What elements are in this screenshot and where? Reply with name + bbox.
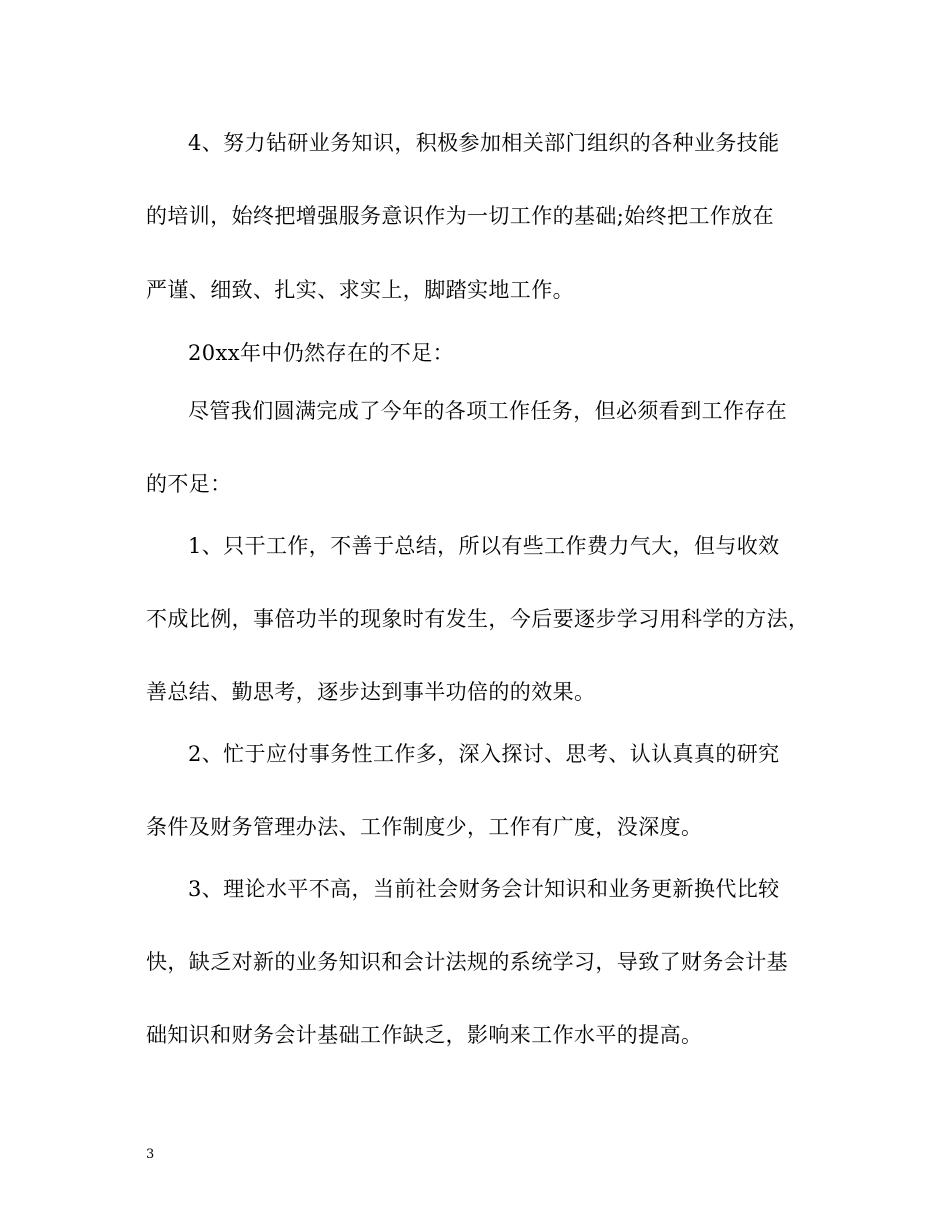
paragraph-line: 2、忙于应付事务性工作多，深入探讨、思考、认认真真的研究 — [188, 742, 780, 766]
page-number: 3 — [146, 1147, 155, 1162]
paragraph-line: 严谨、细致、扎实、求实上，脚踏实地工作。 — [146, 278, 574, 302]
paragraph-line: 快，缺乏对新的业务知识和会计法规的系统学习，导致了财务会计基 — [146, 950, 788, 974]
paragraph-line: 的不足： — [146, 472, 232, 496]
paragraph-line: 条件及财务管理办法、工作制度少，工作有广度，没深度。 — [146, 815, 703, 839]
paragraph-line: 4、努力钻研业务知识，积极参加相关部门组织的各种业务技能 — [188, 131, 780, 155]
paragraph-line: 的培训，始终把增强服务意识作为一切工作的基础;始终把工作放在 — [146, 204, 775, 228]
paragraph-line: 础知识和财务会计基础工作缺乏，影响来工作水平的提高。 — [146, 1023, 703, 1047]
paragraph-line: 1、只干工作，不善于总结，所以有些工作费力气大，但与收效 — [188, 534, 780, 558]
paragraph-line: 3、理论水平不高，当前社会财务会计知识和业务更新换代比较 — [188, 877, 780, 901]
paragraph-line: 善总结、勤思考，逐步达到事半功倍的的效果。 — [146, 680, 596, 704]
section-heading: 20xx年中仍然存在的不足： — [188, 341, 455, 365]
paragraph-line: 尽管我们圆满完成了今年的各项工作任务，但必须看到工作存在 — [188, 399, 788, 423]
paragraph-line: 不成比例，事倍功半的现象时有发生，今后要逐步学习用科学的方法， — [146, 607, 810, 631]
